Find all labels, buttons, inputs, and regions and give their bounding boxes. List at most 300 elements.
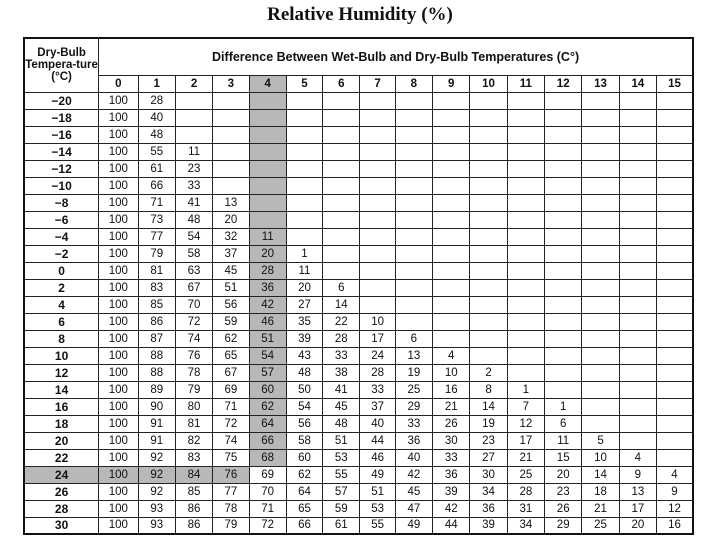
table-cell: 38	[323, 364, 360, 381]
table-cell: 21	[507, 449, 544, 466]
row-temperature: 28	[24, 500, 99, 517]
table-cell: 26	[545, 500, 582, 517]
table-cell	[433, 330, 470, 347]
table-cell: 25	[395, 381, 432, 398]
table-cell: 78	[213, 500, 249, 517]
table-cell	[470, 194, 507, 211]
table-cell: 88	[138, 364, 175, 381]
table-cell	[470, 109, 507, 126]
table-cell	[619, 398, 656, 415]
table-cell: 59	[213, 313, 249, 330]
table-cell: 28	[249, 262, 286, 279]
table-cell: 54	[175, 228, 212, 245]
table-cell	[395, 313, 432, 330]
table-cell	[657, 228, 693, 245]
table-cell: 100	[99, 364, 138, 381]
table-cell	[545, 364, 582, 381]
table-cell	[507, 92, 544, 109]
table-cell: 50	[286, 381, 322, 398]
table-cell	[249, 194, 286, 211]
table-cell	[545, 296, 582, 313]
column-header-5: 5	[286, 75, 322, 92]
column-header-0: 0	[99, 75, 138, 92]
table-cell	[545, 194, 582, 211]
table-cell	[249, 126, 286, 143]
table-cell	[395, 109, 432, 126]
table-cell: 4	[619, 449, 656, 466]
table-cell: 56	[286, 415, 322, 432]
table-cell: 13	[213, 194, 249, 211]
table-row	[24, 194, 693, 211]
table-cell	[433, 109, 470, 126]
table-cell	[582, 381, 619, 398]
table-cell: 39	[286, 330, 322, 347]
table-cell	[433, 160, 470, 177]
table-row	[24, 160, 693, 177]
table-cell: 93	[138, 500, 175, 517]
table-cell: 100	[99, 92, 138, 109]
table-cell: 17	[360, 330, 395, 347]
table-cell: 89	[138, 381, 175, 398]
table-cell	[619, 364, 656, 381]
table-cell	[545, 381, 582, 398]
table-cell: 28	[507, 483, 544, 500]
table-cell	[619, 126, 656, 143]
table-cell	[582, 194, 619, 211]
table-cell: 59	[323, 500, 360, 517]
row-temperature: −12	[24, 160, 99, 177]
table-cell	[395, 126, 432, 143]
row-temperature: 22	[24, 449, 99, 466]
table-cell: 79	[138, 245, 175, 262]
table-row	[24, 279, 693, 296]
table-cell: 100	[99, 143, 138, 160]
row-temperature: 30	[24, 517, 99, 534]
table-cell: 20	[545, 466, 582, 483]
table-cell	[619, 245, 656, 262]
table-cell	[395, 211, 432, 228]
table-cell	[507, 177, 544, 194]
table-cell: 86	[175, 517, 212, 534]
dry-bulb-temperature-header: Dry-Bulb Tempera-ture (°C)	[24, 38, 99, 92]
table-cell: 73	[138, 211, 175, 228]
table-cell: 62	[286, 466, 322, 483]
table-row	[24, 347, 693, 364]
table-cell	[619, 432, 656, 449]
table-cell	[175, 126, 212, 143]
table-cell: 65	[213, 347, 249, 364]
row-temperature: −2	[24, 245, 99, 262]
table-cell: 14	[323, 296, 360, 313]
table-cell	[360, 160, 395, 177]
table-cell	[545, 92, 582, 109]
table-cell	[582, 347, 619, 364]
table-cell: 6	[395, 330, 432, 347]
table-cell	[360, 279, 395, 296]
table-cell	[657, 92, 693, 109]
row-temperature: 26	[24, 483, 99, 500]
column-header-2: 2	[175, 75, 212, 92]
table-cell	[619, 194, 656, 211]
table-cell	[249, 211, 286, 228]
table-cell: 90	[138, 398, 175, 415]
table-cell: 51	[249, 330, 286, 347]
table-cell	[657, 347, 693, 364]
table-cell: 25	[507, 466, 544, 483]
table-cell	[249, 92, 286, 109]
table-cell	[175, 92, 212, 109]
difference-header: Difference Between Wet-Bulb and Dry-Bulb Temperatures (C°)	[99, 38, 693, 75]
table-row	[24, 92, 693, 109]
table-cell: 40	[138, 109, 175, 126]
table-cell: 12	[507, 415, 544, 432]
table-row	[24, 483, 693, 500]
table-cell	[657, 313, 693, 330]
table-cell: 10	[433, 364, 470, 381]
table-cell: 16	[657, 517, 693, 534]
table-cell	[249, 177, 286, 194]
table-cell	[507, 109, 544, 126]
table-cell: 48	[323, 415, 360, 432]
table-cell	[582, 109, 619, 126]
table-cell	[213, 109, 249, 126]
table-cell	[582, 228, 619, 245]
table-cell: 68	[249, 449, 286, 466]
table-cell	[582, 262, 619, 279]
table-cell	[433, 296, 470, 313]
table-cell: 27	[286, 296, 322, 313]
table-cell	[470, 126, 507, 143]
table-cell	[657, 160, 693, 177]
table-cell	[433, 194, 470, 211]
table-cell: 36	[249, 279, 286, 296]
table-cell: 22	[323, 313, 360, 330]
table-cell	[657, 262, 693, 279]
table-cell: 71	[213, 398, 249, 415]
column-header-4: 4	[249, 75, 286, 92]
table-cell: 45	[213, 262, 249, 279]
table-cell: 74	[213, 432, 249, 449]
table-cell: 30	[433, 432, 470, 449]
table-cell: 49	[395, 517, 432, 534]
table-cell: 61	[323, 517, 360, 534]
table-cell: 100	[99, 160, 138, 177]
table-cell	[545, 143, 582, 160]
table-row	[24, 466, 693, 483]
table-cell	[286, 194, 322, 211]
column-header-12: 12	[545, 75, 582, 92]
table-cell	[657, 194, 693, 211]
table-cell	[507, 330, 544, 347]
row-temperature: 10	[24, 347, 99, 364]
column-header-14: 14	[619, 75, 656, 92]
table-cell: 72	[175, 313, 212, 330]
table-cell	[619, 313, 656, 330]
table-cell	[470, 313, 507, 330]
table-cell	[619, 228, 656, 245]
table-cell: 11	[545, 432, 582, 449]
table-cell: 100	[99, 211, 138, 228]
column-header-7: 7	[360, 75, 395, 92]
table-cell	[323, 211, 360, 228]
table-cell	[545, 228, 582, 245]
table-cell	[545, 126, 582, 143]
table-cell	[582, 245, 619, 262]
table-cell	[470, 160, 507, 177]
table-cell: 56	[213, 296, 249, 313]
table-cell: 57	[323, 483, 360, 500]
table-cell: 40	[360, 415, 395, 432]
table-cell	[470, 143, 507, 160]
table-cell: 69	[249, 466, 286, 483]
table-cell	[582, 398, 619, 415]
table-cell	[545, 330, 582, 347]
table-cell	[507, 279, 544, 296]
table-cell: 31	[507, 500, 544, 517]
table-row	[24, 449, 693, 466]
table-cell	[433, 279, 470, 296]
table-row	[24, 500, 693, 517]
column-header-1: 1	[138, 75, 175, 92]
table-cell: 100	[99, 177, 138, 194]
table-row	[24, 126, 693, 143]
table-cell: 11	[175, 143, 212, 160]
table-cell	[657, 364, 693, 381]
table-cell	[360, 92, 395, 109]
table-row	[24, 364, 693, 381]
page-title: Relative Humidity (%)	[267, 4, 453, 25]
column-header-15: 15	[657, 75, 693, 92]
table-cell: 10	[360, 313, 395, 330]
table-cell: 35	[286, 313, 322, 330]
table-cell: 91	[138, 415, 175, 432]
table-cell: 91	[138, 432, 175, 449]
table-cell	[657, 296, 693, 313]
table-cell: 9	[619, 466, 656, 483]
table-row	[24, 313, 693, 330]
table-cell	[507, 211, 544, 228]
table-cell	[582, 160, 619, 177]
table-cell	[657, 381, 693, 398]
table-cell	[619, 279, 656, 296]
table-cell: 54	[249, 347, 286, 364]
table-cell: 79	[213, 517, 249, 534]
table-cell: 65	[286, 500, 322, 517]
table-cell	[433, 262, 470, 279]
table-cell	[286, 92, 322, 109]
table-cell: 28	[323, 330, 360, 347]
table-cell: 81	[175, 415, 212, 432]
table-cell	[360, 143, 395, 160]
table-cell	[433, 126, 470, 143]
table-cell: 66	[138, 177, 175, 194]
table-row	[24, 262, 693, 279]
table-cell: 11	[249, 228, 286, 245]
table-cell: 76	[175, 347, 212, 364]
table-cell	[395, 245, 432, 262]
table-cell: 36	[395, 432, 432, 449]
table-cell: 100	[99, 466, 138, 483]
table-cell: 21	[433, 398, 470, 415]
table-cell: 1	[507, 381, 544, 398]
table-cell	[507, 245, 544, 262]
table-cell: 69	[213, 381, 249, 398]
row-temperature: 0	[24, 262, 99, 279]
row-temperature: 6	[24, 313, 99, 330]
table-cell	[619, 160, 656, 177]
table-cell: 13	[619, 483, 656, 500]
table-cell: 19	[395, 364, 432, 381]
table-cell	[395, 262, 432, 279]
table-cell	[470, 228, 507, 245]
row-temperature: −8	[24, 194, 99, 211]
table-cell: 39	[470, 517, 507, 534]
table-row	[24, 143, 693, 160]
table-cell: 6	[545, 415, 582, 432]
table-cell	[619, 296, 656, 313]
table-cell	[619, 330, 656, 347]
table-cell: 5	[582, 432, 619, 449]
table-cell: 80	[175, 398, 212, 415]
table-cell	[582, 330, 619, 347]
table-cell: 20	[286, 279, 322, 296]
column-header-9: 9	[433, 75, 470, 92]
table-cell: 62	[249, 398, 286, 415]
table-cell	[360, 262, 395, 279]
table-cell	[582, 313, 619, 330]
table-cell: 100	[99, 500, 138, 517]
table-cell	[545, 347, 582, 364]
table-cell: 74	[175, 330, 212, 347]
table-cell: 24	[360, 347, 395, 364]
table-cell: 75	[213, 449, 249, 466]
table-cell	[470, 245, 507, 262]
table-cell: 86	[138, 313, 175, 330]
table-cell	[657, 245, 693, 262]
table-cell	[213, 177, 249, 194]
row-temperature: 8	[24, 330, 99, 347]
table-cell: 33	[360, 381, 395, 398]
table-cell	[213, 92, 249, 109]
table-cell: 93	[138, 517, 175, 534]
table-cell: 33	[433, 449, 470, 466]
table-cell	[470, 296, 507, 313]
table-cell: 28	[138, 92, 175, 109]
column-header-8: 8	[395, 75, 432, 92]
table-cell	[286, 211, 322, 228]
table-cell	[395, 194, 432, 211]
table-cell: 67	[213, 364, 249, 381]
table-cell: 46	[360, 449, 395, 466]
table-cell	[545, 279, 582, 296]
row-temperature: −16	[24, 126, 99, 143]
table-cell: 88	[138, 347, 175, 364]
table-cell: 92	[138, 449, 175, 466]
table-cell: 100	[99, 126, 138, 143]
table-cell: 44	[360, 432, 395, 449]
table-cell: 30	[470, 466, 507, 483]
table-cell	[507, 126, 544, 143]
table-cell: 100	[99, 347, 138, 364]
table-cell: 12	[657, 500, 693, 517]
table-cell: 78	[175, 364, 212, 381]
table-cell: 55	[138, 143, 175, 160]
table-cell	[507, 364, 544, 381]
table-cell	[323, 194, 360, 211]
table-cell	[545, 262, 582, 279]
table-cell	[545, 109, 582, 126]
table-cell: 51	[323, 432, 360, 449]
table-cell	[507, 313, 544, 330]
table-cell	[360, 228, 395, 245]
table-cell: 23	[175, 160, 212, 177]
table-cell	[286, 143, 322, 160]
table-cell	[433, 92, 470, 109]
table-cell	[213, 143, 249, 160]
table-cell: 77	[138, 228, 175, 245]
table-cell: 41	[323, 381, 360, 398]
row-temperature: 14	[24, 381, 99, 398]
row-temperature: 18	[24, 415, 99, 432]
table-cell	[470, 347, 507, 364]
table-cell: 100	[99, 194, 138, 211]
row-temperature: 4	[24, 296, 99, 313]
table-cell	[286, 228, 322, 245]
table-cell: 100	[99, 517, 138, 534]
table-cell	[582, 415, 619, 432]
table-cell: 42	[433, 500, 470, 517]
table-cell: 82	[175, 432, 212, 449]
table-cell	[657, 109, 693, 126]
table-cell	[433, 228, 470, 245]
table-cell	[395, 296, 432, 313]
table-cell: 67	[175, 279, 212, 296]
table-cell: 1	[286, 245, 322, 262]
table-cell: 71	[249, 500, 286, 517]
table-cell: 16	[433, 381, 470, 398]
table-cell	[395, 228, 432, 245]
table-cell	[433, 313, 470, 330]
table-cell: 87	[138, 330, 175, 347]
table-cell: 72	[213, 415, 249, 432]
table-cell	[619, 177, 656, 194]
table-cell: 11	[286, 262, 322, 279]
table-cell	[582, 211, 619, 228]
table-cell	[545, 211, 582, 228]
table-cell	[433, 177, 470, 194]
row-temperature: −20	[24, 92, 99, 109]
table-cell: 100	[99, 313, 138, 330]
table-cell: 66	[286, 517, 322, 534]
table-cell	[360, 109, 395, 126]
table-cell: 83	[175, 449, 212, 466]
table-cell: 37	[360, 398, 395, 415]
table-row	[24, 228, 693, 245]
table-cell	[213, 126, 249, 143]
table-cell	[619, 381, 656, 398]
table-cell: 76	[213, 466, 249, 483]
row-temperature: 12	[24, 364, 99, 381]
table-cell	[582, 143, 619, 160]
table-cell	[323, 228, 360, 245]
table-cell: 37	[213, 245, 249, 262]
table-cell	[470, 330, 507, 347]
table-row	[24, 245, 693, 262]
table-cell: 23	[545, 483, 582, 500]
table-cell	[545, 313, 582, 330]
table-cell: 26	[433, 415, 470, 432]
table-cell	[395, 177, 432, 194]
